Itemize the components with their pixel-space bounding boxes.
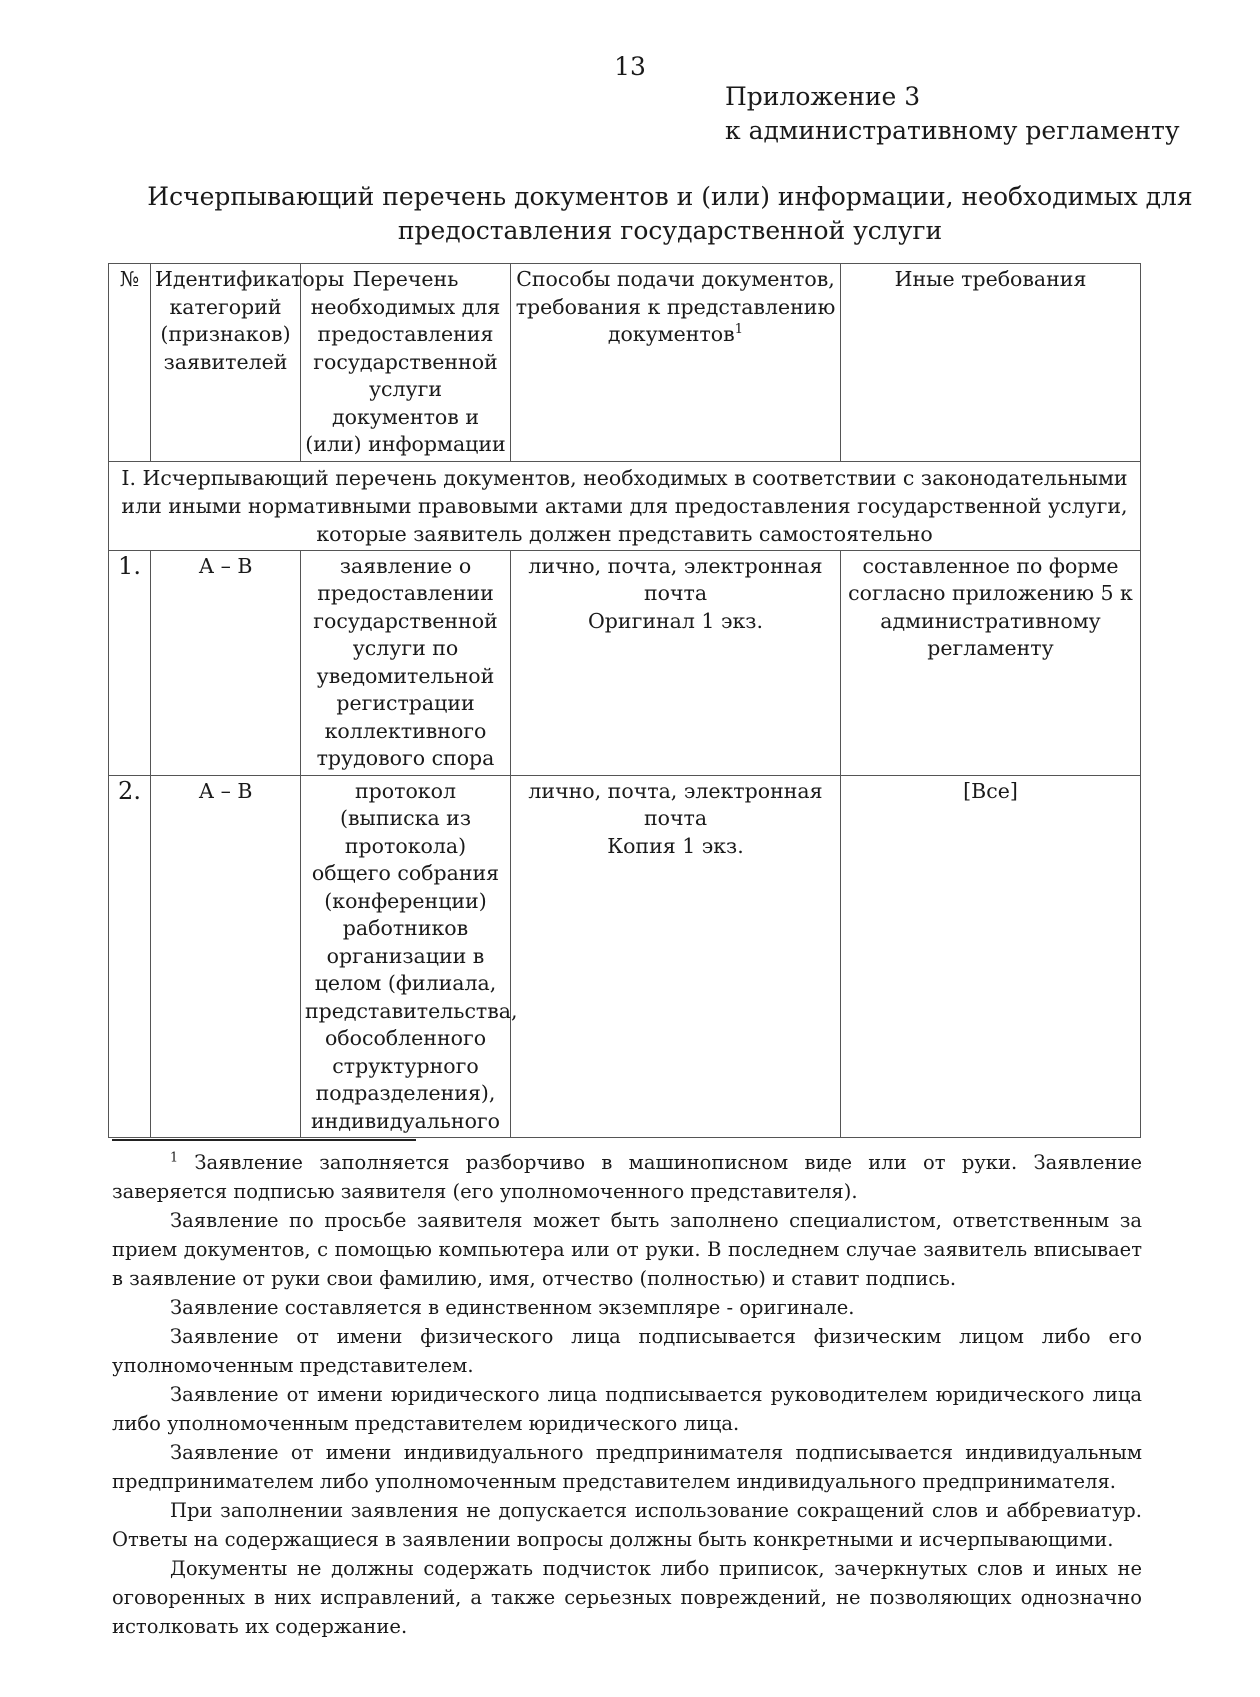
- table-header-row: [109, 264, 1141, 462]
- row-category: А – В: [151, 550, 301, 775]
- row-number: 2.: [109, 775, 151, 1138]
- appendix-label: Приложение 3: [725, 82, 921, 111]
- table-row: [109, 550, 1141, 775]
- header-documents-list: Перечень необходимых для предоставления государственной услуги документов и (или) информации: [301, 264, 511, 462]
- header-submission-methods: [511, 264, 841, 462]
- document-title: [100, 180, 1240, 248]
- footnotes: [112, 1148, 1142, 1641]
- section-heading: I. Исчерпывающий перечень документов, необходимых в соответствии с законодательными или иными нормативными правовыми актами для предоставления государственной услуги, которые заявитель должен представить самостоятельно: [109, 461, 1141, 550]
- table-row: [109, 775, 1141, 1138]
- section-row: [109, 461, 1141, 550]
- page-number: 13: [614, 52, 646, 81]
- header-submission-methods-text: Способы подачи документов, требования к представлению документов: [515, 267, 836, 346]
- row-method-copies: Оригинал 1 экз.: [588, 608, 763, 633]
- header-applicant-categories: Идентификаторы категорий (признаков) заявителей: [151, 264, 301, 462]
- document-title-line-1: Исчерпывающий перечень документов и (или) информации, необходимых для: [147, 182, 1193, 211]
- footnote-paragraph: Заявление от имени индивидуального предпринимателя подписывается индивидуальным предпринимателем либо уполномоченным представителем индивидуального предпринимателя.: [112, 1441, 1142, 1493]
- header-number: №: [109, 264, 151, 462]
- row-document: протокол (выписка из протокола) общего собрания (конференции) работников организации в целом (филиала, представительства, обособленного структурного подразделения), индивидуального: [301, 775, 511, 1138]
- row-document: заявление о предоставлении государственной услуги по уведомительной регистрации коллективного трудового спора: [301, 550, 511, 775]
- row-method: [511, 550, 841, 775]
- row-category: А – В: [151, 775, 301, 1138]
- footnote-paragraph: При заполнении заявления не допускается использование сокращений слов и аббревиатур. Ответы на содержащиеся в заявлении вопросы должны быть конкретными и исчерпывающими.: [112, 1499, 1142, 1551]
- document-title-line-2: предоставления государственной услуги: [397, 216, 943, 245]
- row-method-channels: лично, почта, электронная почта: [528, 553, 823, 605]
- row-method-copies: Копия 1 экз.: [607, 833, 744, 858]
- footnote-paragraph: Заявление от имени юридического лица подписывается руководителем юридического лица либо уполномоченным представителем юридического лица.: [112, 1383, 1142, 1435]
- appendix-header: [725, 80, 1180, 148]
- row-other: составленное по форме согласно приложению 5 к административному регламенту: [841, 550, 1141, 775]
- footnote-text: Заявление заполняется разборчиво в машинописном виде или от руки. Заявление заверяется подписью заявителя (его уполномоченного представителя).: [112, 1151, 1143, 1203]
- row-other: [Все]: [841, 775, 1141, 1138]
- row-number: 1.: [109, 550, 151, 775]
- appendix-reference: к административному регламенту: [725, 116, 1180, 145]
- footnote-ref-marker: 1: [734, 322, 744, 338]
- header-other-requirements: Иные требования: [841, 264, 1141, 462]
- footnote-marker: 1: [170, 1149, 179, 1165]
- footnote-separator: [112, 1139, 416, 1141]
- footnote-paragraph: Заявление от имени физического лица подписывается физическим лицом либо его уполномоченным представителем.: [112, 1325, 1142, 1377]
- footnote-paragraph: Заявление по просьбе заявителя может быть заполнено специалистом, ответственным за прием документов, с помощью компьютера или от руки. В последнем случае заявитель вписывает в заявление от руки свои фамилию, имя, отчество (полностью) и ставит подпись.: [112, 1209, 1142, 1290]
- footnote-paragraph: Документы не должны содержать подчисток либо приписок, зачеркнутых слов и иных не оговоренных в них исправлений, а также серьезных повреждений, не позволяющих однозначно истолковать их содержание.: [112, 1557, 1142, 1638]
- footnote-paragraph: [112, 1148, 1142, 1206]
- footnote-paragraph: Заявление составляется в единственном экземпляре - оригинале.: [170, 1296, 855, 1319]
- row-method-channels: лично, почта, электронная почта: [528, 778, 823, 830]
- requirements-table: [108, 263, 1141, 1138]
- row-method: [511, 775, 841, 1138]
